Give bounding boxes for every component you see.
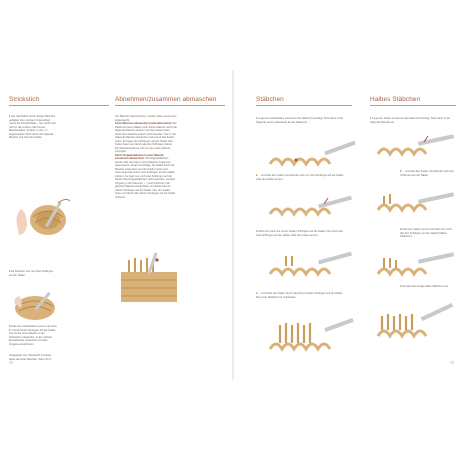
staebchen-step3-text xyxy=(256,230,344,248)
step-number: 1 xyxy=(370,117,372,120)
page-number-right: 73 xyxy=(450,361,454,365)
strickstich-step3-text xyxy=(9,325,57,353)
heading-abnehmen: Abnehmen/zusammen abmaschen xyxy=(115,96,217,103)
step-number: 2 xyxy=(9,270,11,273)
step-number: 4 xyxy=(400,285,402,288)
halbes-illustration-3 xyxy=(374,252,458,280)
step-number: 3 xyxy=(400,228,402,231)
halbes-step3-text xyxy=(400,228,456,246)
strickstich-step2-text xyxy=(9,270,57,280)
halbes-illustration-1 xyxy=(374,134,458,162)
hand-icon xyxy=(15,195,29,260)
step-number: 3 xyxy=(9,325,11,328)
staebchen-step4: ... und ziehe den Faden durch die letzten beiden Schlingen auf der Nadel. Das erste Stäbchen ist entstanden. xyxy=(256,292,343,299)
staebchen-step2-text xyxy=(256,174,344,192)
strickstich-step3: Hole den Arbeitsfaden erneut und ziehe ihn durch beide Schlingen auf der Nadel. Nun ist die erste Masche in der Strickstich entstanden. In die nächste Einstichstelle einstechen und den Vorgang wiederholen. xyxy=(9,325,57,346)
heading-rule xyxy=(9,105,109,106)
step-number: 3 xyxy=(256,230,258,233)
halbes-step1: Lege den Faden einmal um die Nadel (Umschlag). Stich dann in die folgende Masche ein ... xyxy=(370,117,451,124)
step-number: 2 xyxy=(400,170,402,173)
staebchen-step2: ... und hole den Faden. Es befinden sich nun drei Schlingen auf der Nadel. Hole den Faden erneut ... xyxy=(256,174,344,181)
staebchen-step1: Lege den Arbeitsfaden einmal um die Nadel (Umschlag). Stich dann in die folgende vierte Luftmasche ab der Nadel ein ... xyxy=(256,117,344,124)
heading-halbes-staebchen: Halbes Stäbchen xyxy=(370,96,421,103)
abnehmen-text xyxy=(115,115,177,250)
heading-rule xyxy=(115,105,225,106)
page-number-left: 72 xyxy=(9,361,13,365)
halbes-illustration-2 xyxy=(374,190,458,218)
halbes-illustration-4 xyxy=(374,302,458,342)
staebchen-step1-text xyxy=(256,117,344,135)
strickstich-note xyxy=(9,354,57,360)
heading-rule xyxy=(256,105,352,106)
halbes-step4: So sieht das fertige halbe Stäbchen aus. xyxy=(402,285,449,288)
heading-staebchen: Stäbchen xyxy=(256,96,284,103)
strickstich-intro: Der Strickstich wird in festen Maschen gehäkelt. Den einzigen Unterschied macht die Einstichstelle – hier sticht man nicht in die vordere oder hintere Maschenglied, sondern in den „V“ angeordneten Stich durch die folgende Masche und hole den Faden. xyxy=(9,115,56,139)
halbes-step2-text xyxy=(400,170,456,184)
step-number: 2 xyxy=(256,174,258,177)
halbes-step3: Hole den Faden erneut und ziehe ihn durch alle drei Schlingen auf der Nadel (halbes Stäbchen). xyxy=(400,228,453,238)
strickstich-note-text: Aufgepasst: Der Strickstich ist etwas fester als feste Maschen. Wenn ihr in xyxy=(9,354,52,360)
heading-rule xyxy=(370,105,456,106)
strickstich-step1-text xyxy=(9,115,57,157)
staebchen-illustration-1 xyxy=(266,142,358,172)
staebchen-step4-text xyxy=(256,292,344,310)
abnehmen-bold2: Sechs Doppelstäbchen in einer Masche zusammen abmaschen: xyxy=(115,153,164,160)
crochet-swatch-photo-1 xyxy=(28,195,70,260)
crochet-swatch-photo-2 xyxy=(13,290,61,322)
right-page xyxy=(234,70,463,380)
abnehmen-para2: Die Nadel wie beim Häkeln einer festen Masche durch die folgende Masche stechen und den Faden holen, diese feste Masche jedoch nicht beenden. Nun in die folgende Masche einstechen und erneut den Faden holen. Es liegen drei Schlingen auf der Nadel. Den Faden holen und durch alle drei Schlingen ziehen. Die Maschenzahl hat sich um eine feste Masche verringert. xyxy=(115,122,177,153)
abnehmen-para3: Die Doppelstäbchen werden alle wie folgt in einer Masche zusammen abgemascht: (Zwei Umschläge, die Nadel durch die Masche einstechen und den Faden holen und zweimal jeweils durch zwei Schlingen auf der Nadel ziehen). Du hast nun noch zwei Schlingen auf der Nadel. Das Doppelstäbchen nicht beenden, sondern Vorgang in der Klammer [...] noch fünfmal in der gleichen Masche wiederholen. Am Ende hast du sieben Schlingen auf der Nadel. Nun den Faden holen und durch alle sieben Schlingen auf der Nadel hindurch. xyxy=(115,157,176,199)
halbes-step2: ... und hole den Faden. Es befinden sich drei Schlingen auf der Nadel. xyxy=(400,170,454,177)
left-page xyxy=(3,70,232,380)
staebchen-illustration-3 xyxy=(266,252,358,282)
staebchen-illustration-4 xyxy=(266,315,358,355)
abnehmen-bold1: Feste Maschen abmaschen (siehe Bild unten): xyxy=(115,122,172,125)
staebchen-step3: Ziehe ihn durch die ersten beiden Schlingen auf der Nadel. Nun sind noch zwei Schlingen auf der Nadel. Hole den Faden erneut ... xyxy=(256,230,344,237)
crochet-fabric-photo xyxy=(119,252,179,304)
step-number: 4 xyxy=(256,292,258,295)
strickstich-step2: Es befinden sich nun zwei Schlingen auf der Nadel. xyxy=(9,270,54,277)
staebchen-illustration-2 xyxy=(266,194,358,222)
step-number: 1 xyxy=(256,117,258,120)
halbes-step1-text xyxy=(370,117,456,131)
abnehmen-para1: Um Maschen abzunehmen, werden diese zusammen abgemascht. xyxy=(115,115,177,122)
halbes-step4-text xyxy=(400,285,456,295)
step-number: 1 xyxy=(9,115,11,118)
book-spread xyxy=(3,70,463,380)
heading-strickstich: Strickstich xyxy=(9,96,40,103)
